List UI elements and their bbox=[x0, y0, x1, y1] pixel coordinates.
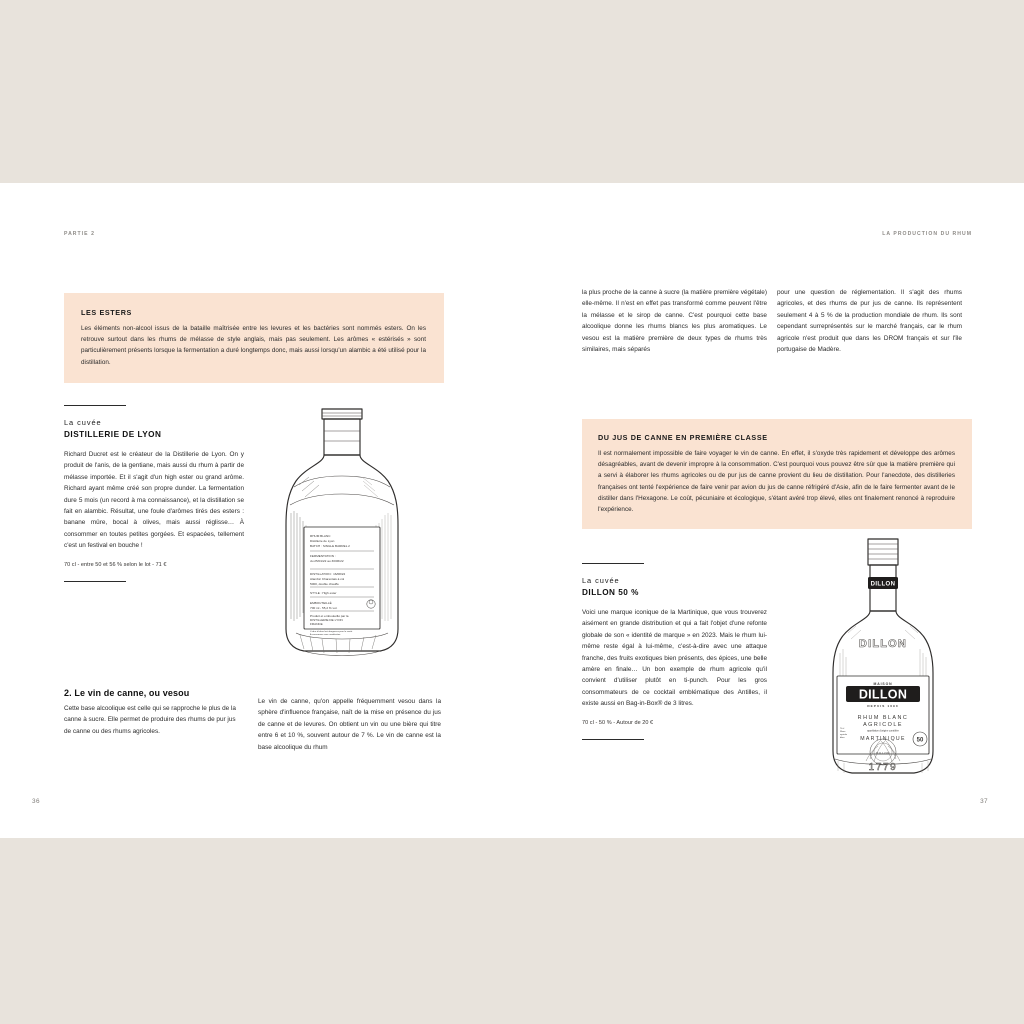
svg-text:50: 50 bbox=[916, 737, 924, 744]
svg-text:DISTILLERIE DE LYON: DISTILLERIE DE LYON bbox=[310, 618, 343, 622]
svg-text:MARTINIQUE: MARTINIQUE bbox=[860, 736, 906, 742]
svg-text:70 cl: 70 cl bbox=[840, 728, 845, 730]
right-column-2-wrap bbox=[777, 287, 962, 355]
svg-text:Produit et embouteillé par la: Produit et embouteillé par la bbox=[310, 614, 349, 618]
cuvee-dillon-price: 70 cl - 50 % - Autour de 20 € bbox=[582, 719, 654, 726]
right-column-1-wrap bbox=[582, 287, 767, 355]
svg-text:BATCH : SINGLE BARREL 2: BATCH : SINGLE BARREL 2 bbox=[310, 544, 350, 548]
running-head-left: PARTIE 2 bbox=[64, 231, 95, 237]
right-column-2: pour une question de réglementation. Il s'agit des rhums agricoles, et des rhums de pur jus de canne. Ils représentent seulement 4 à 5 % de la production mondiale de rhum. Ils sont cependant surreprésentés sur le marché français, car le rhum agricole n'est produit que dans les DROM français et sur l'île portugaise de Madère. bbox=[777, 289, 962, 354]
callout-les-esters-body: Les éléments non-alcool issus de la bataille maîtrisée entre les levures et les bactéries sont nommés esters. On les retrouve surtout dans les rhums de mélasse de style anglais, mais pas seulement. Les arômes « estérisés » sont particulièrement présents lorsque la fermentation a duré longtemps donc, mais aussi lorsqu'un alambic a été utilisé pour la distillation. bbox=[81, 325, 426, 366]
cuvee-distillerie-de-lyon bbox=[64, 405, 244, 582]
svg-text:EMBOUTEILLÉ: EMBOUTEILLÉ bbox=[310, 601, 332, 605]
svg-text:DISTILLATION : 16/08/22: DISTILLATION : 16/08/22 bbox=[310, 572, 346, 576]
cuvee-kicker: La cuvée bbox=[64, 418, 102, 427]
svg-text:blanc: blanc bbox=[840, 737, 845, 739]
distillerie-de-lyon-bottle-illustration bbox=[244, 401, 440, 676]
svg-text:700 ml - 55,2 % vol.: 700 ml - 55,2 % vol. bbox=[310, 606, 338, 610]
cuvee-description: Richard Ducret est le créateur de la Distillerie de Lyon. On y produit de l'anis, de la gentiane, mais aussi du rhum à partir de mélasse importée. Et il s'agit d'un high ester ou grand arôme. Richard ayant même créé son propre dunder. La fermentation dure 5 mois (un record à ma connaissance), et la distillation se fait en alambic. Résultat, une foule d'arômes tirés des esters : banane mûre, bocal à olives, mais aussi réglisse… À consommer en toutes petites gorgées. Et espacées, tellement c'est un festival en bouche ! bbox=[64, 451, 244, 550]
svg-text:DILLON: DILLON bbox=[876, 751, 890, 755]
right-column-1: la plus proche de la canne à sucre (la matière première végétale) elle-même. Il n'est en effet pas transformé comme peuvent l'être la mélasse et le sirop de canne. C'est pourquoi cette base alcoolique donne les rhums blancs les plus aromatiques. Le vesou est la matière première de deux types de rhums très similaires, mais séparés bbox=[582, 289, 767, 354]
svg-text:du 25/01/22 au 30/06/22: du 25/01/22 au 30/06/22 bbox=[310, 559, 344, 563]
callout-les-esters bbox=[64, 293, 444, 383]
svg-text:Rhum: Rhum bbox=[840, 731, 846, 733]
svg-text:À consommer avec modération.: À consommer avec modération. bbox=[310, 634, 341, 636]
svg-text:agricole: agricole bbox=[840, 734, 848, 736]
section-column-1: Cette base alcoolique est celle qui se rapproche le plus de la canne à sucre. Elle permet de produire des rhums de pur jus de canne ou des rhums agricoles. bbox=[64, 705, 236, 735]
cuvee-dillon-rule-bottom bbox=[582, 739, 644, 740]
folio-left: 36 bbox=[32, 798, 40, 805]
cuvee-price: 70 cl - entre 50 et 56 % selon le lot - 71 € bbox=[64, 561, 167, 568]
cuvee-dillon bbox=[582, 563, 767, 740]
svg-text:DILLON: DILLON bbox=[858, 687, 908, 702]
svg-text:RHUM BLANC: RHUM BLANC bbox=[857, 715, 909, 721]
section-column-2-wrap bbox=[258, 696, 441, 753]
svg-text:FERMENTATION :: FERMENTATION : bbox=[310, 554, 336, 558]
svg-text:5000, double chauffe: 5000, double chauffe bbox=[310, 582, 339, 586]
callout-les-esters-title: LES ESTERS bbox=[81, 308, 132, 317]
folio-right: 37 bbox=[980, 798, 988, 805]
cuvee-dillon-rule-top bbox=[582, 563, 644, 564]
dillon-bottle-illustration bbox=[808, 533, 958, 783]
cuvee-rule-top bbox=[64, 405, 126, 406]
svg-text:DILLON: DILLON bbox=[870, 581, 896, 588]
svg-text:1779: 1779 bbox=[868, 762, 898, 773]
svg-text:DEPUIS 1690: DEPUIS 1690 bbox=[867, 704, 899, 708]
running-head-right: LA PRODUCTION DU RHUM bbox=[882, 231, 972, 237]
cuvee-name: DISTILLERIE DE LYON bbox=[64, 430, 162, 439]
svg-text:MAISON: MAISON bbox=[873, 682, 893, 686]
cuvee-rule-bottom bbox=[64, 581, 126, 582]
svg-text:L'abus d'alcool est dangereux: L'abus d'alcool est dangereux pour la santé. bbox=[310, 631, 353, 633]
section-heading: 2. Le vin de canne, ou vesou bbox=[64, 688, 190, 698]
callout-du-jus-de-canne-body: Il est normalement impossible de faire voyager le vin de canne. En effet, il s'oxyde très rapidement et développe des arômes désagréables, avant de devenir impropre à la consommation. C'est pourquoi vous pouvez être sûr que la matière première qui a servi à élaborer les rhums agricoles ou de pur jus de canne provient du lieu de distillation. Pour l'anecdote, des distilleries françaises ont tenté l'expérience de faire venir par avion du jus de canne réfrigéré d'Asie, afin de le faire fermenter avant de le distiller dans l'Hexagone. Le coût, pécuniaire et écologique, s'étant avéré trop élevé, elles ont finalement renoncé à reproduire l'expérience. bbox=[598, 450, 955, 514]
cuvee-dillon-name: DILLON 50 % bbox=[582, 588, 639, 597]
svg-text:appellation d'origine contrôlé: appellation d'origine contrôlée bbox=[867, 729, 899, 733]
svg-text:STYLE : High ester: STYLE : High ester bbox=[310, 591, 337, 595]
callout-du-jus-de-canne-title: DU JUS DE CANNE EN PREMIÈRE CLASSE bbox=[598, 433, 768, 442]
svg-text:RHUM BLANC: RHUM BLANC bbox=[310, 534, 331, 538]
callout-du-jus-de-canne bbox=[582, 419, 972, 529]
section-vin-de-canne bbox=[64, 688, 244, 737]
svg-text:Alambic Charentais à col: Alambic Charentais à col bbox=[310, 577, 345, 581]
cuvee-dillon-kicker: La cuvée bbox=[582, 576, 620, 585]
svg-text:DILLON: DILLON bbox=[858, 638, 908, 650]
section-column-2: Le vin de canne, qu'on appelle fréquemment vesou dans la sphère d'influence française, naît de la mise en présence du jus de canne et de levures. On obtient un vin ou une bière qui titre entre 6 et 10 %, souvent autour de 7 %. Le vin de canne est la base alcoolique du rhum bbox=[258, 698, 441, 751]
svg-text:Distillerie de Lyon: Distillerie de Lyon bbox=[310, 539, 335, 543]
cuvee-dillon-description: Voici une marque iconique de la Martinique, que vous trouverez aisément en grande distribution et qui a fait l'objet d'une refonte globale de son « identité de marque » en 2023. Mais le rhum lui-même reste égal à lui-même, c'est-à-dire avec une attaque franche, des fruits exotiques bien présents, des épices, une belle amère en finale… Un bon exemple de rhum agricole qu'il convient d'utiliser plutôt en ti-punch. Pour les gros consommateurs de ce cocktail emblématique des Antilles, il existe aussi en Bag-in-Box® de 3 litres. bbox=[582, 609, 767, 708]
book-spread bbox=[0, 183, 1024, 838]
right-page bbox=[512, 183, 1024, 838]
svg-text:FRANCE: FRANCE bbox=[310, 622, 323, 626]
svg-text:AGRICOLE: AGRICOLE bbox=[863, 722, 903, 728]
left-page bbox=[0, 183, 512, 838]
